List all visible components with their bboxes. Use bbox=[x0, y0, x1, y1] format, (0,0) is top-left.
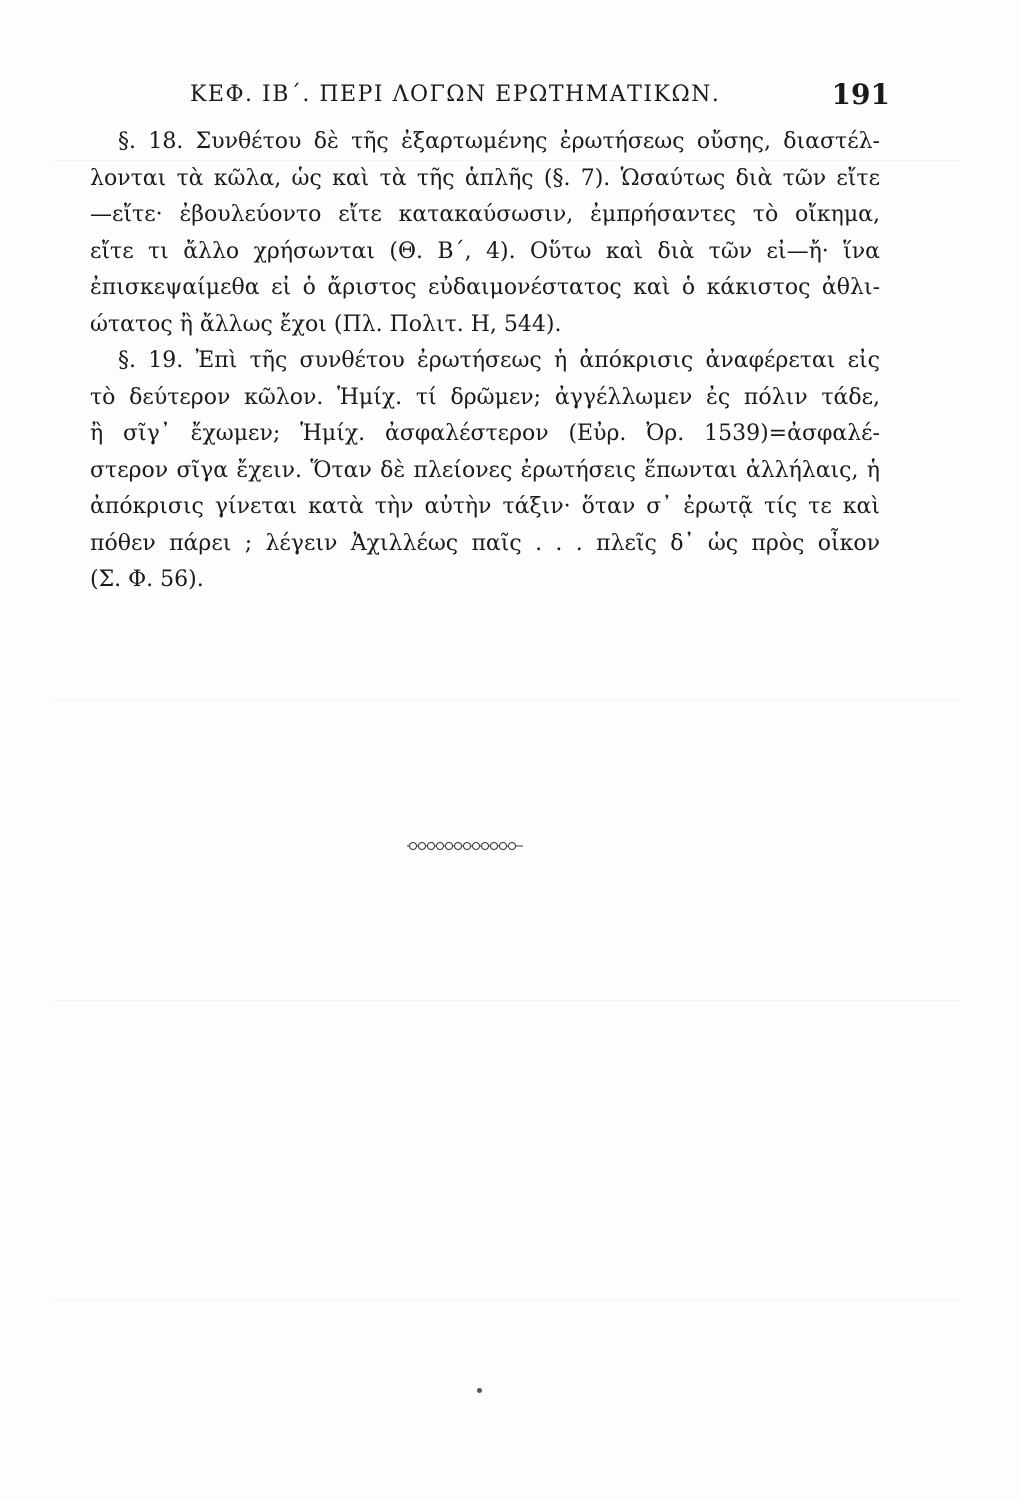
text-line: ἐπισκεψαίμεθα εἰ ὁ ἄριστος εὐδαιμονέστατος καὶ ὁ κάκιστος ἀθλι- bbox=[90, 275, 880, 300]
printer-mark bbox=[477, 1388, 482, 1393]
section-end-ornament bbox=[405, 840, 525, 852]
bleed-through-line bbox=[50, 700, 960, 701]
text-line: λονται τὰ κῶλα, ὡς καὶ τὰ τῆς ἁπλῆς (§. 7). Ὡσαύτως διὰ τῶν εἴτε bbox=[90, 165, 880, 191]
text-line: §. 18. Συνθέτου δὲ τῆς ἐξαρτωμένης ἐρωτήσεως οὔσης, διαστέλ- bbox=[118, 129, 880, 154]
text-line: —εἴτε· ἐβουλεύοντο εἴτε κατακαύσωσιν, ἐμπρήσαντες τὸ οἴκημα, bbox=[90, 202, 880, 227]
bleed-through-line bbox=[50, 1000, 960, 1001]
text-line: (Σ. Φ. 56). bbox=[90, 567, 204, 592]
text-line: ἀπόκρισις γίνεται κατὰ τὴν αὐτὴν τάξιν· ὅταν σ᾽ ἐρωτᾷ τίς τε καὶ bbox=[90, 494, 880, 519]
body-text bbox=[90, 124, 880, 599]
running-head: ΚΕΦ. ΙΒ΄. ΠΕΡΙ ΛΟΓΩΝ ΕΡΩΤΗΜΑΤΙΚΩΝ. bbox=[190, 82, 721, 107]
text-line: τὸ δεύτερον κῶλον. Ἡμίχ. τί δρῶμεν; ἀγγέλλωμεν ἐς πόλιν τάδε, bbox=[90, 384, 880, 410]
page-header bbox=[190, 78, 890, 114]
text-line: §. 19. Ἐπὶ τῆς συνθέτου ἐρωτήσεως ἡ ἀπόκρισις ἀναφέρεται εἰς bbox=[118, 348, 880, 373]
text-line: ώτατος ἢ ἄλλως ἔχοι (Πλ. Πολιτ. Η, 544). bbox=[90, 311, 562, 337]
bleed-through-line bbox=[50, 1300, 960, 1301]
text-line: πόθεν πάρει ; λέγειν Ἀχιλλέως παῖς . . . πλεῖς δ᾽ ὡς πρὸς οἶκον bbox=[90, 530, 880, 556]
text-line: ἢ σῖγ᾽ ἔχωμεν; Ἡμίχ. ἀσφαλέστερον (Εὐρ. Ὀρ. 1539)=ἀσφαλέ- bbox=[90, 421, 880, 446]
text-line: εἴτε τι ἄλλο χρήσωνται (Θ. Β΄, 4). Οὕτω καὶ διὰ τῶν εἰ—ἤ· ἵνα bbox=[90, 238, 880, 264]
page-number: 191 bbox=[831, 78, 890, 111]
text-line: στερον σῖγα ἔχειν. Ὅταν δὲ πλείονες ἐρωτήσεις ἕπωνται ἀλλήλαις, ἡ bbox=[90, 457, 880, 483]
